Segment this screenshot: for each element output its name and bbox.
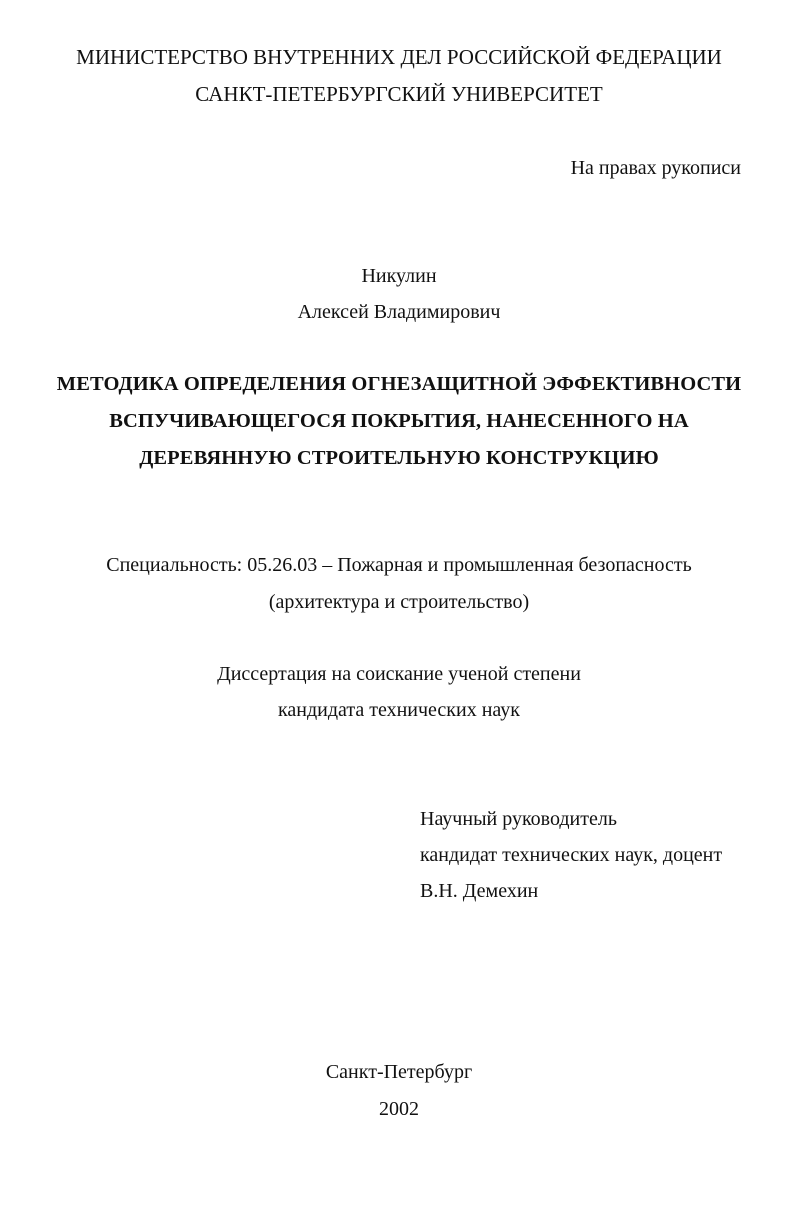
ministry-name: МИНИСТЕРСТВО ВНУТРЕННИХ ДЕЛ РОССИЙСКОЙ ФЕДЕРАЦИИ xyxy=(76,45,722,69)
manuscript-note: На правах рукописи xyxy=(570,157,741,179)
title-line-1: МЕТОДИКА ОПРЕДЕЛЕНИЯ ОГНЕЗАЩИТНОЙ ЭФФЕКТИВНОСТИ xyxy=(56,373,742,395)
supervisor-role: Научный руководитель xyxy=(420,808,617,830)
degree-line-1: Диссертация на соискание ученой степени xyxy=(217,663,581,685)
supervisor-name: В.Н. Демехин xyxy=(420,880,539,902)
specialty-line-2: (архитектура и строительство) xyxy=(268,591,530,613)
year: 2002 xyxy=(379,1098,419,1120)
city: Санкт-Петербург xyxy=(325,1061,473,1083)
title-line-2: ВСПУЧИВАЮЩЕГОСЯ ПОКРЫТИЯ, НАНЕСЕННОГО НА xyxy=(109,410,689,432)
degree-line-2: кандидата технических наук xyxy=(277,699,521,721)
supervisor-credentials: кандидат технических наук, доцент xyxy=(420,844,723,866)
author-surname: Никулин xyxy=(361,265,437,287)
title-line-3: ДЕРЕВЯННУЮ СТРОИТЕЛЬНУЮ КОНСТРУКЦИЮ xyxy=(139,447,659,469)
specialty-line-1: Специальность: 05.26.03 – Пожарная и промышленная безопасность xyxy=(106,554,692,576)
author-given-names: Алексей Владимирович xyxy=(297,301,501,323)
university-name: САНКТ-ПЕТЕРБУРГСКИЙ УНИВЕРСИТЕТ xyxy=(195,82,603,106)
